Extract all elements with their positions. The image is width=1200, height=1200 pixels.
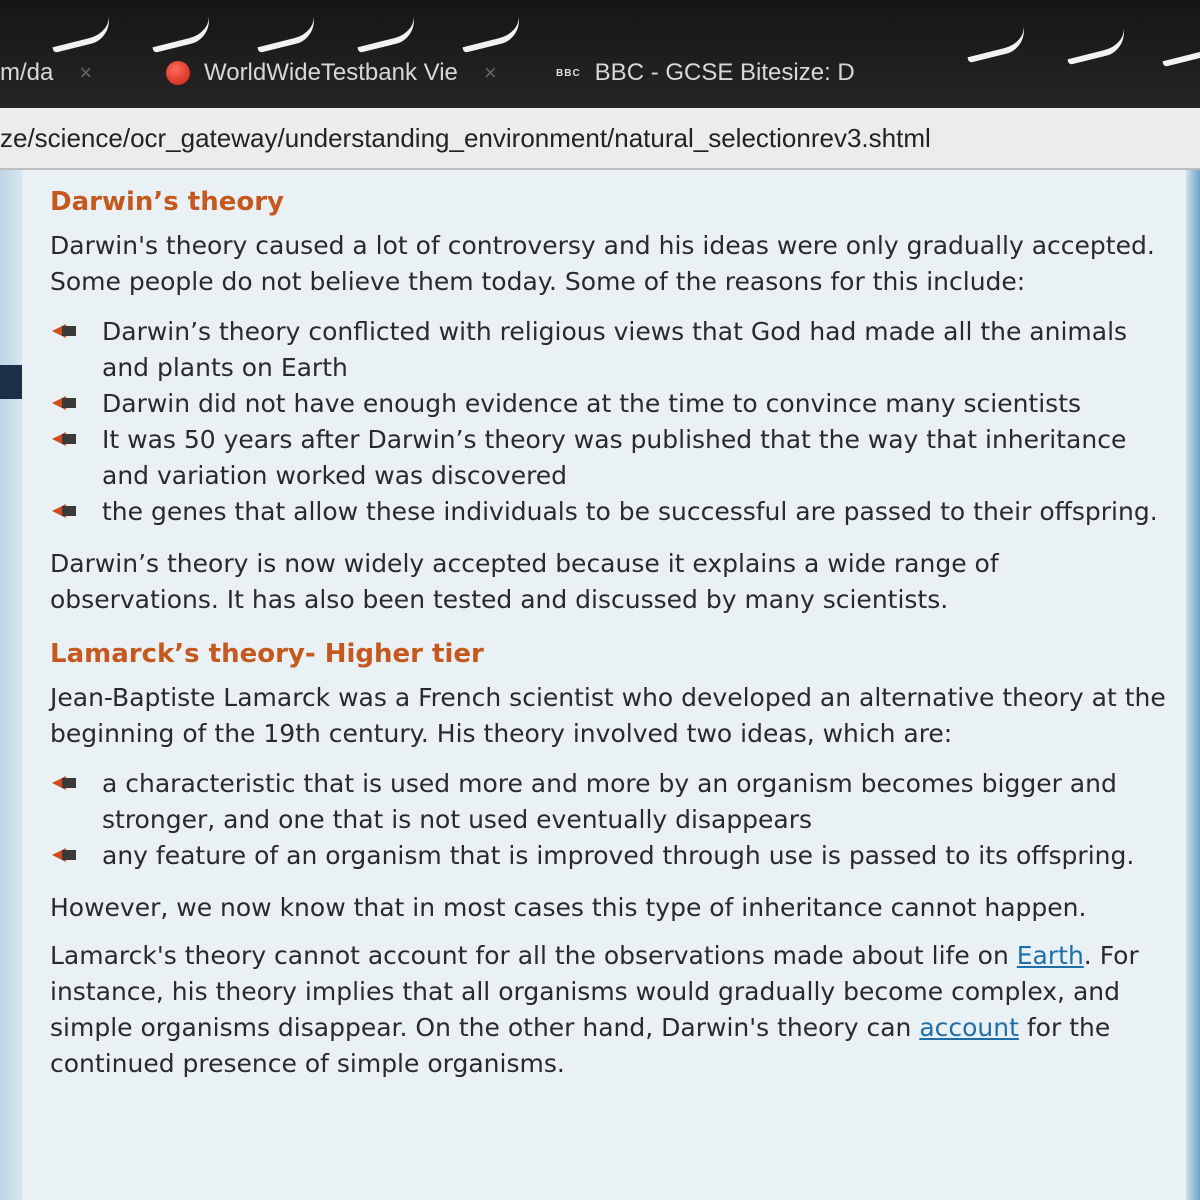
list-item-text: the genes that allow these individuals to be successful are passed to their offspring. bbox=[102, 497, 1158, 526]
worldwidetestbank-favicon-icon bbox=[166, 61, 190, 85]
list-item bbox=[102, 838, 1170, 874]
darwin-reasons-list bbox=[50, 314, 1170, 530]
nike-swoosh-icon bbox=[1063, 27, 1129, 65]
nike-swoosh-icon bbox=[1158, 29, 1200, 67]
bullet-arrow-icon bbox=[52, 848, 76, 862]
lamarck-however: However, we now know that in most cases this type of inheritance cannot happen. bbox=[50, 893, 1087, 922]
list-item-text: a characteristic that is used more and more by an organism becomes bigger and stronger, and one that is not used eventually disappears bbox=[102, 769, 1117, 834]
nav-marker bbox=[0, 365, 22, 399]
account-link[interactable]: account bbox=[919, 1013, 1019, 1042]
tab-dashboard[interactable] bbox=[0, 54, 92, 92]
tab-close-icon[interactable]: × bbox=[483, 60, 497, 85]
list-item-text: Darwin did not have enough evidence at the time to convince many scientists bbox=[102, 389, 1082, 418]
paragraph-text: . For instance, his theory implies that all organisms would gradually become complex, and simple organisms disappear. On the other hand, Darwin's theory can bbox=[50, 941, 1139, 1042]
paragraph-text: for the continued presence of simple organisms. bbox=[50, 1013, 1111, 1078]
earth-link[interactable]: Earth bbox=[1016, 941, 1084, 970]
darwin-intro: Darwin's theory caused a lot of controversy and his ideas were only gradually accepted. Some people do not believe them today. Some of the reasons for this include: bbox=[50, 231, 1155, 296]
lamarck-heading: Lamarck’s theory- Higher tier bbox=[50, 639, 484, 669]
bbc-favicon-icon: BBC bbox=[556, 67, 581, 79]
tab-worldwidetestbank[interactable] bbox=[166, 54, 497, 92]
bullet-arrow-icon bbox=[52, 776, 76, 790]
nike-swoosh-icon bbox=[963, 25, 1029, 63]
list-item bbox=[102, 494, 1170, 530]
lamarck-observations-paragraph bbox=[50, 938, 1170, 1082]
right-scroll-strip[interactable] bbox=[1186, 170, 1200, 1200]
lamarck-ideas-list bbox=[50, 766, 1170, 874]
list-item bbox=[102, 422, 1170, 494]
darwin-conclusion: Darwin’s theory is now widely accepted because it explains a wide range of observations. It has also been tested and discussed by many scientists. bbox=[50, 549, 999, 614]
tab-label: m/da bbox=[0, 59, 54, 86]
lamarck-intro: Jean-Baptiste Lamarck was a French scientist who developed an alternative theory at the beginning of the 19th century. His theory involved two ideas, which are: bbox=[50, 683, 1166, 748]
tab-label: WorldWideTestbank Vie bbox=[204, 59, 458, 86]
darwin-heading: Darwin’s theory bbox=[50, 187, 284, 217]
list-item bbox=[102, 314, 1170, 386]
list-item bbox=[102, 386, 1170, 422]
paragraph-text: Lamarck's theory cannot account for all the observations made about life on bbox=[50, 941, 1017, 970]
list-item-text: Darwin’s theory conflicted with religious views that God had made all the animals and plants on Earth bbox=[102, 317, 1128, 382]
nike-swoosh-icon bbox=[48, 15, 114, 53]
list-item-text: any feature of an organism that is improved through use is passed to its offspring. bbox=[102, 841, 1135, 870]
tab-bbc-bitesize[interactable] bbox=[556, 54, 855, 92]
list-item bbox=[102, 766, 1170, 838]
address-bar[interactable] bbox=[0, 108, 1200, 170]
tab-label: BBC - GCSE Bitesize: D bbox=[594, 59, 855, 86]
article bbox=[50, 184, 1170, 1094]
url-text[interactable]: ze/science/ocr_gateway/understanding_environment/natural_selectionrev3.shtml bbox=[0, 122, 931, 153]
bullet-arrow-icon bbox=[52, 504, 76, 518]
nike-swoosh-icon bbox=[148, 15, 214, 53]
bullet-arrow-icon bbox=[52, 432, 76, 446]
bullet-arrow-icon bbox=[52, 324, 76, 338]
page-content bbox=[0, 170, 1200, 1200]
nike-swoosh-icon bbox=[353, 15, 419, 53]
nike-swoosh-icon bbox=[458, 15, 524, 53]
bullet-arrow-icon bbox=[52, 396, 76, 410]
tab-close-icon[interactable]: × bbox=[79, 60, 93, 85]
nike-swoosh-icon bbox=[253, 15, 319, 53]
tab-bar bbox=[0, 0, 1200, 108]
left-nav-strip bbox=[0, 170, 22, 1200]
list-item-text: It was 50 years after Darwin’s theory was published that the way that inheritance and variation worked was discovered bbox=[102, 425, 1127, 490]
